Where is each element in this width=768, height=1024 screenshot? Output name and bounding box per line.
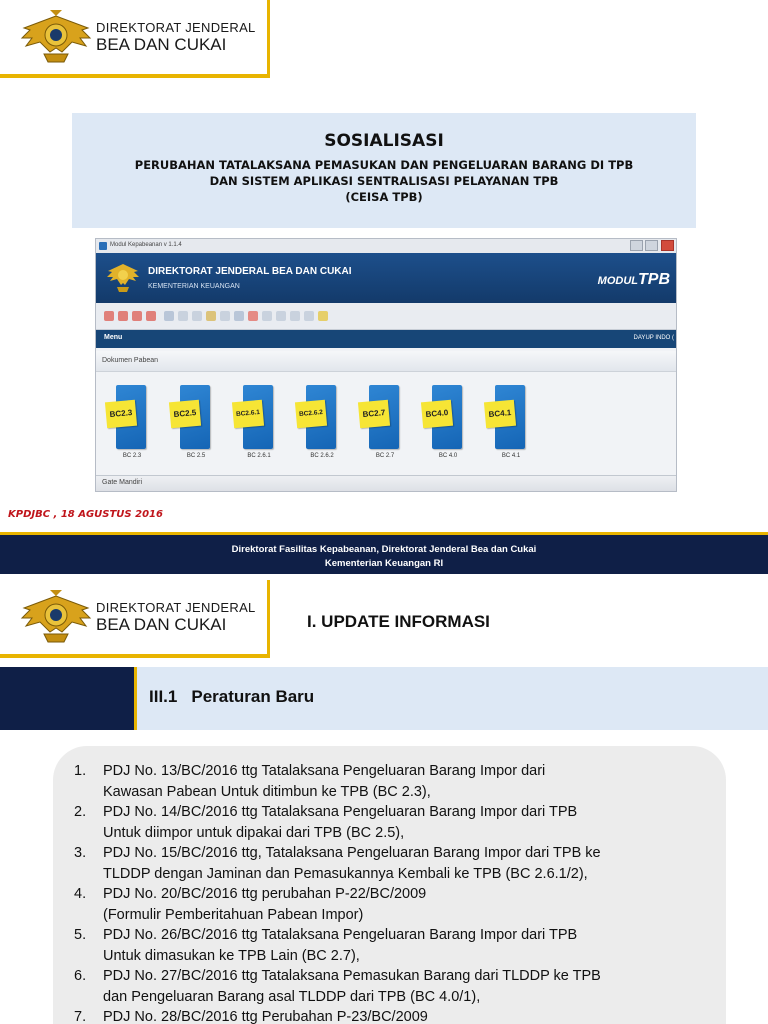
export-icon[interactable] [290, 311, 300, 321]
cover-title-box [72, 113, 696, 228]
list-number: 1. [74, 763, 87, 779]
close-button[interactable] [661, 240, 674, 251]
section-dokumen-pabean[interactable] [96, 351, 676, 372]
org-name-line1: DIREKTORAT JENDERAL [96, 600, 256, 615]
app-menubar [96, 330, 676, 348]
last-record-icon[interactable] [146, 311, 156, 321]
document-bc23[interactable] [106, 385, 148, 459]
header-logo-block [0, 0, 270, 78]
app-emblem-icon [106, 261, 140, 293]
document-caption: BC 2.6.1 [247, 453, 271, 459]
app-header-subtitle: KEMENTERIAN KEUANGAN [148, 283, 240, 290]
copy-icon[interactable] [276, 311, 286, 321]
document-caption: BC 2.5 [186, 453, 206, 459]
list-text-line1: PDJ No. 28/BC/2016 ttg Perubahan P-23/BC/2009 [103, 1009, 428, 1024]
cover-title: SOSIALISASI [324, 131, 444, 151]
list-text-line1: PDJ No. 15/BC/2016 ttg, Tatalaksana Pengeluaran Barang Impor dari TPB ke [103, 845, 601, 861]
cover-subtitle-line1: PERUBAHAN TATALAKSANA PEMASUKAN DAN PENGELUARAN BARANG DI TPB [134, 158, 634, 172]
list-item [70, 1007, 694, 1024]
list-number: 6. [74, 968, 87, 984]
list-number: 3. [74, 845, 87, 861]
app-window-titlebar [96, 239, 676, 253]
list-text-line2: (Formulir Pemberitahuan Pabean Impor) [103, 906, 364, 923]
document-bc25[interactable] [170, 385, 212, 459]
folder-icon[interactable] [318, 311, 328, 321]
footer-line1: Direktorat Fasilitas Kepabeanan, Direktorat Jenderal Bea dan Cukai [231, 544, 537, 555]
document-bc40[interactable] [422, 385, 464, 459]
logo-divider-horizontal [0, 74, 270, 78]
cover-subtitle-line2: DAN SISTEM APLIKASI SENTRALISASI PELAYANAN TPB [209, 174, 559, 188]
list-text-line1: PDJ No. 26/BC/2016 ttg Tatalaksana Pengeluaran Barang Impor dari TPB [103, 927, 578, 943]
app-toolbar [96, 303, 676, 330]
list-text-line1: PDJ No. 14/BC/2016 ttg Tatalaksana Pengeluaran Barang Impor dari TPB [103, 804, 578, 820]
list-number: 4. [74, 886, 87, 902]
gate-label: Gate Mandiri [102, 479, 143, 486]
document-caption: BC 2.7 [375, 453, 395, 459]
list-text-line2: dan Pengeluaran Barang asal TLDDP dari TPB (BC 4.0/1), [103, 988, 481, 1005]
document-note: BC2.3 [105, 400, 137, 429]
org-name-line1: DIREKTORAT JENDERAL [96, 20, 256, 35]
document-note: BC2.7 [358, 400, 390, 429]
search-icon[interactable] [206, 311, 216, 321]
section-title: Peraturan Baru [191, 687, 315, 706]
section-heading-box [134, 667, 768, 730]
user-label: DAYUP INDO ( [633, 335, 674, 341]
list-text-line2: Untuk diimpor untuk dipakai dari TPB (BC 2.5), [103, 824, 405, 841]
document-caption: BC 4.0 [438, 453, 458, 459]
document-note: BC4.0 [421, 400, 453, 429]
list-text-line1: PDJ No. 20/BC/2016 ttg perubahan P-22/BC/2009 [103, 886, 427, 902]
section-band [0, 667, 768, 730]
document-bc27[interactable] [359, 385, 401, 459]
attachment-icon[interactable] [262, 311, 272, 321]
logo-divider-horizontal [0, 654, 270, 658]
list-item [70, 884, 694, 925]
footer-line2: Kementerian Keuangan RI [324, 558, 444, 569]
open-document-icon[interactable] [178, 311, 188, 321]
date-line: KPDJBC , 18 AGUSTUS 2016 [8, 509, 163, 520]
app-brand-suffix: TPB [638, 271, 670, 288]
app-window-icon [99, 242, 107, 250]
list-text-line1: PDJ No. 27/BC/2016 ttg Tatalaksana Pemasukan Barang dari TLDDP ke TPB [103, 968, 601, 984]
document-note: BC2.6.1 [232, 400, 264, 429]
list-number: 5. [74, 927, 87, 943]
new-document-icon[interactable] [164, 311, 174, 321]
list-item [70, 802, 694, 843]
header-logo-block [0, 580, 270, 658]
footer-band [0, 532, 768, 577]
app-window-title: Modul Kepabeanan v 1.1.4 [110, 242, 182, 248]
bea-cukai-emblem-icon [20, 8, 92, 66]
list-item [70, 843, 694, 884]
list-text-line2: Kawasan Pabean Untuk ditimbun ke TPB (BC 2.3), [103, 783, 431, 800]
section-gate-mandiri[interactable] [96, 475, 676, 492]
section-label: Dokumen Pabean [102, 357, 159, 364]
list-item [70, 761, 694, 802]
minimize-button[interactable] [630, 240, 643, 251]
next-record-icon[interactable] [132, 311, 142, 321]
cover-subtitle [72, 157, 696, 205]
app-brand-prefix: MODUL [597, 275, 638, 287]
edit-document-icon[interactable] [192, 311, 202, 321]
bea-cukai-emblem-icon [20, 588, 92, 646]
document-note: BC4.1 [484, 400, 516, 429]
org-name-line2: BEA DAN CUKAI [96, 35, 227, 54]
app-brand [598, 271, 670, 289]
document-caption: BC 2.3 [122, 453, 142, 459]
list-number: 7. [74, 1009, 87, 1024]
document-note: BC2.6.2 [295, 400, 327, 429]
maximize-button[interactable] [645, 240, 658, 251]
app-header-title: DIREKTORAT JENDERAL BEA DAN CUKAI [148, 266, 352, 277]
section-heading [149, 687, 314, 707]
first-record-icon[interactable] [104, 311, 114, 321]
document-bc41[interactable] [485, 385, 527, 459]
cancel-icon[interactable] [248, 311, 258, 321]
cover-subtitle-line3: (CEISA TPB) [345, 190, 423, 204]
list-item [70, 925, 694, 966]
list-item [70, 966, 694, 1007]
list-text-line2: Untuk dimasukan ke TPB Lain (BC 2.7), [103, 947, 360, 964]
save-icon[interactable] [234, 311, 244, 321]
refresh-icon[interactable] [304, 311, 314, 321]
document-caption: BC 4.1 [501, 453, 521, 459]
app-screenshot [95, 238, 677, 492]
logo-divider-vertical [267, 0, 270, 78]
slide-title: I. UPDATE INFORMASI [307, 612, 490, 631]
org-name-line2: BEA DAN CUKAI [96, 615, 227, 634]
document-note: BC2.5 [169, 400, 201, 429]
rules-list [70, 761, 694, 1024]
menu-button[interactable]: Menu [104, 334, 123, 341]
section-number: III.1 [149, 687, 178, 706]
document-bc261[interactable] [233, 385, 275, 459]
list-text-line2: TLDDP dengan Jaminan dan Pemasukannya Kembali ke TPB (BC 2.6.1/2), [103, 865, 588, 882]
list-text-line1: PDJ No. 13/BC/2016 ttg Tatalaksana Pengeluaran Barang Impor dari [103, 763, 546, 779]
list-number: 2. [74, 804, 87, 820]
document-bc262[interactable] [296, 385, 338, 459]
window-controls [629, 240, 674, 253]
logo-divider-vertical [267, 580, 270, 658]
previous-record-icon[interactable] [118, 311, 128, 321]
print-icon[interactable] [220, 311, 230, 321]
document-caption: BC 2.6.2 [310, 453, 334, 459]
slide-update-informasi [0, 574, 768, 1024]
app-header-banner [96, 253, 676, 303]
